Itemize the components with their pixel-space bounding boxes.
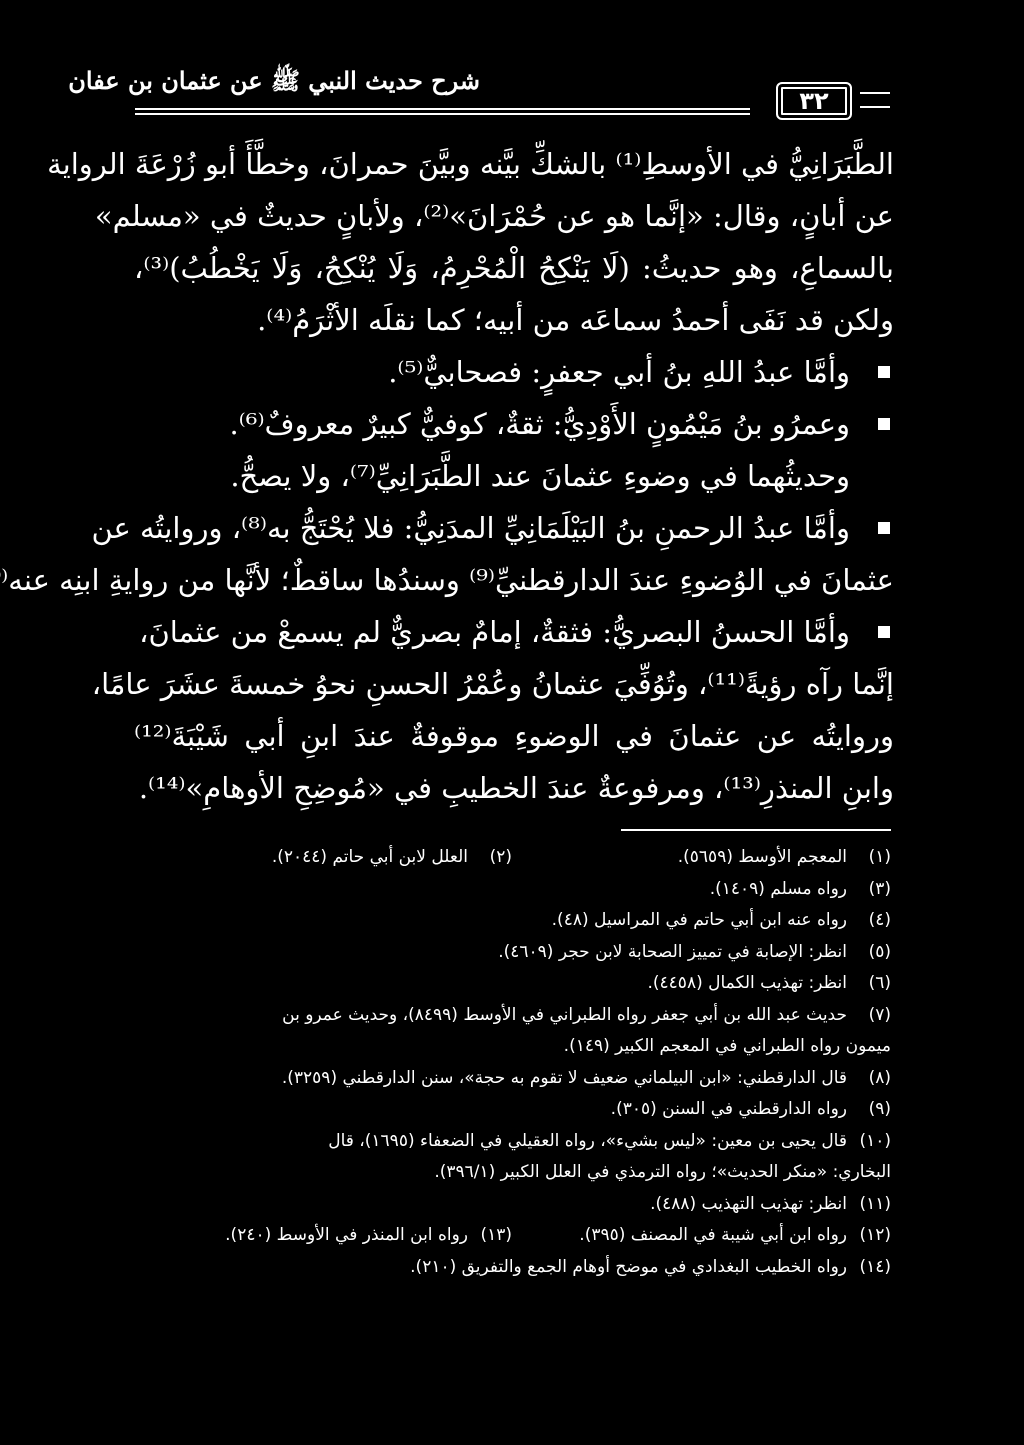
- footnote-number: (٩): [868, 1099, 891, 1119]
- footnote: [133, 842, 512, 874]
- footnote-text: انظر: تهذيب التهذيب (٤٨٨).: [650, 1193, 847, 1214]
- footnote: [133, 937, 891, 969]
- footnote-row: [133, 842, 891, 874]
- footnote: [512, 1220, 891, 1252]
- header-ornament-rule: [860, 92, 890, 108]
- footnote-number: (١٢): [859, 1225, 891, 1245]
- footnote-text: انظر: الإصابة في تمييز الصحابة لابن حجر (٤٦٠٩).: [498, 941, 847, 962]
- footnote-text: حديث عبد الله بن أبي جعفر رواه الطبراني في الأوسط (٨٤٩٩)، وحديث عمرو بن: [282, 1004, 847, 1025]
- header-rule: [135, 108, 750, 110]
- footnote-number: (١٠): [859, 1130, 891, 1151]
- text-line: وابنِ المنذرِ⁽¹³⁾، ومرفوعةٌ عندَ الخطيبِ في «مُوضِحِ الأوهامِ»⁽¹⁴⁾.: [138, 771, 894, 805]
- footnote-continuation: [133, 1157, 891, 1189]
- text-line: عن أبانٍ، وقال: «إنَّما هو عن حُمْرَانَ»⁽²⁾، ولأبانٍ حديثٌ في «مسلم»: [94, 199, 894, 233]
- footnote-number: (٣): [868, 878, 891, 899]
- bullet-square-icon: [878, 626, 890, 638]
- footnote: [133, 1063, 891, 1095]
- footnote-number: (٨): [868, 1067, 891, 1088]
- footnote: [133, 874, 891, 906]
- footnote: [512, 842, 891, 874]
- bullet-text: وأمَّا عبدُ الرحمنِ بنُ البَيْلَمَانِيِّ المدَنِيُّ: فلا يُحْتَجُّ به⁽⁸⁾، وروايتُه عن: [91, 511, 850, 545]
- footnote: [133, 1094, 891, 1126]
- page-number-box: [776, 82, 852, 120]
- footnote-number: (١): [868, 847, 891, 867]
- footnote: [133, 1220, 512, 1252]
- footnote: [133, 968, 891, 1000]
- footnote-number: (١٤): [859, 1256, 891, 1277]
- footnote-text: ميمون رواه الطبراني في المعجم الكبير (١٤٩).: [563, 1036, 891, 1056]
- footnote-text: رواه عنه ابن أبي حاتم في المراسيل (٤٨).: [551, 910, 847, 930]
- text-line: عثمانَ في الوُضوءِ عندَ الدارقطنيِّ⁽⁹⁾ وسندُها ساقطٌ؛ لأنَّها من روايةِ ابنِه عنه⁽: [1, 563, 894, 597]
- footnote-text: رواه الخطيب البغدادي في موضح أوهام الجمع والتفريق (٢١٠).: [410, 1256, 847, 1277]
- footnote-text: رواه ابن أبي شيبة في المصنف (٣٩٥).: [579, 1225, 847, 1245]
- bullet-square-icon: [878, 522, 890, 534]
- text-line: وحديثُهما في وضوءِ عثمانَ عند الطَّبَرَانِيِّ⁽⁷⁾، ولا يصحُّ.: [230, 459, 850, 493]
- footnote-row: [133, 1220, 891, 1252]
- bullet-text: وأمَّا عبدُ اللهِ بنُ أبي جعفرٍ: فصحابيٌّ⁽⁵⁾.: [388, 355, 850, 389]
- page-number: ٣٢: [799, 87, 829, 115]
- bullet-square-icon: [878, 366, 890, 378]
- footnote: [133, 1252, 891, 1284]
- footnote-number: (٢): [489, 847, 512, 867]
- running-title: شرح حديث النبي ﷺ عن عثمان بن عفان: [68, 66, 480, 95]
- footnote-text: قال يحيى بن معين: «ليس بشيء»، رواه العقيلي في الضعفاء (١٦٩٥)، قال: [328, 1130, 847, 1151]
- footnote-text: رواه مسلم (١٤٠٩).: [709, 878, 847, 899]
- footnote-number: (١١): [859, 1193, 891, 1214]
- header-rule-double: [135, 113, 750, 115]
- footnote-number: (٤): [868, 910, 891, 930]
- footnote-number: (٦): [868, 973, 891, 993]
- footnote: [133, 1189, 891, 1221]
- footnote-number: (١٣): [480, 1225, 512, 1245]
- text-line: بالسماعِ، وهو حديثُ: (لَا يَنْكِحُ الْمُحْرِمُ، وَلَا يُنْكِحُ، وَلَا يَخْطُبُ)⁽³⁾،: [134, 251, 894, 285]
- bullet-item: [91, 502, 894, 554]
- footnote: [133, 1126, 891, 1158]
- footnote-text: رواه ابن المنذر في الأوسط (٢٤٠).: [225, 1225, 468, 1245]
- text-line: إنَّما رآه رؤيةً⁽¹¹⁾، وتُوُفِّيَ عثمانُ وعُمْرُ الحسنِ نحوُ خمسةَ عشَرَ عامًا،: [91, 667, 894, 701]
- page-header: [68, 62, 890, 120]
- footnote-number: (٥): [868, 941, 891, 962]
- footnote-text: انظر: تهذيب الكمال (٤٤٥٨).: [647, 973, 847, 993]
- footnote-number: (٧): [868, 1004, 891, 1025]
- footnote-continuation: [133, 1031, 891, 1063]
- footnote-separator: [621, 829, 891, 831]
- bullet-item: [134, 346, 894, 398]
- footnote: [133, 1000, 891, 1032]
- bullet-item: [134, 398, 894, 450]
- footnote: [133, 905, 891, 937]
- bullet-square-icon: [878, 418, 890, 430]
- main-text: [1, 138, 894, 814]
- text-line: الطَّبَرَانِيُّ في الأوسطِ⁽¹⁾ بالشكِّ بيَّنه وبيَّنَ حمرانَ، وخطَّأَ أبو زُرْعَةَ الرواية: [47, 147, 894, 181]
- footnote-text: البخاري: «منكر الحديث»؛ رواه الترمذي في العلل الكبير (٣٩٦/١).: [434, 1162, 891, 1182]
- footnote-text: المعجم الأوسط (٥٦٥٩).: [677, 847, 847, 867]
- footnote-text: قال الدارقطني: «ابن البيلماني ضعيف لا تقوم به حجة»، سنن الدارقطني (٣٢٥٩).: [281, 1067, 847, 1088]
- footnote-text: رواه الدارقطني في السنن (٣٠٥).: [610, 1099, 847, 1119]
- bullet-text: وأمَّا الحسنُ البصريُّ: فثقةٌ، إمامٌ بصريٌّ لم يسمعْ من عثمانَ،: [139, 615, 850, 649]
- bullet-item: [134, 606, 894, 658]
- footnotes: [133, 842, 891, 1283]
- footnote-text: العلل لابن أبي حاتم (٢٠٤٤).: [271, 847, 468, 867]
- text-line: وروايتُه عن عثمانَ في الوضوءِ موقوفةٌ عندَ ابنِ أبي شَيْبَةَ⁽¹²⁾: [134, 719, 894, 753]
- text-line: ولكن قد نَفَى أحمدُ سماعَه من أبيه؛ كما نقلَه الأثْرَمُ⁽⁴⁾.: [257, 303, 894, 337]
- bullet-text: وعمرُو بنُ مَيْمُونٍ الأَوْدِيُّ: ثقةٌ، كوفيٌّ كبيرٌ معروفٌ⁽⁶⁾.: [229, 407, 850, 441]
